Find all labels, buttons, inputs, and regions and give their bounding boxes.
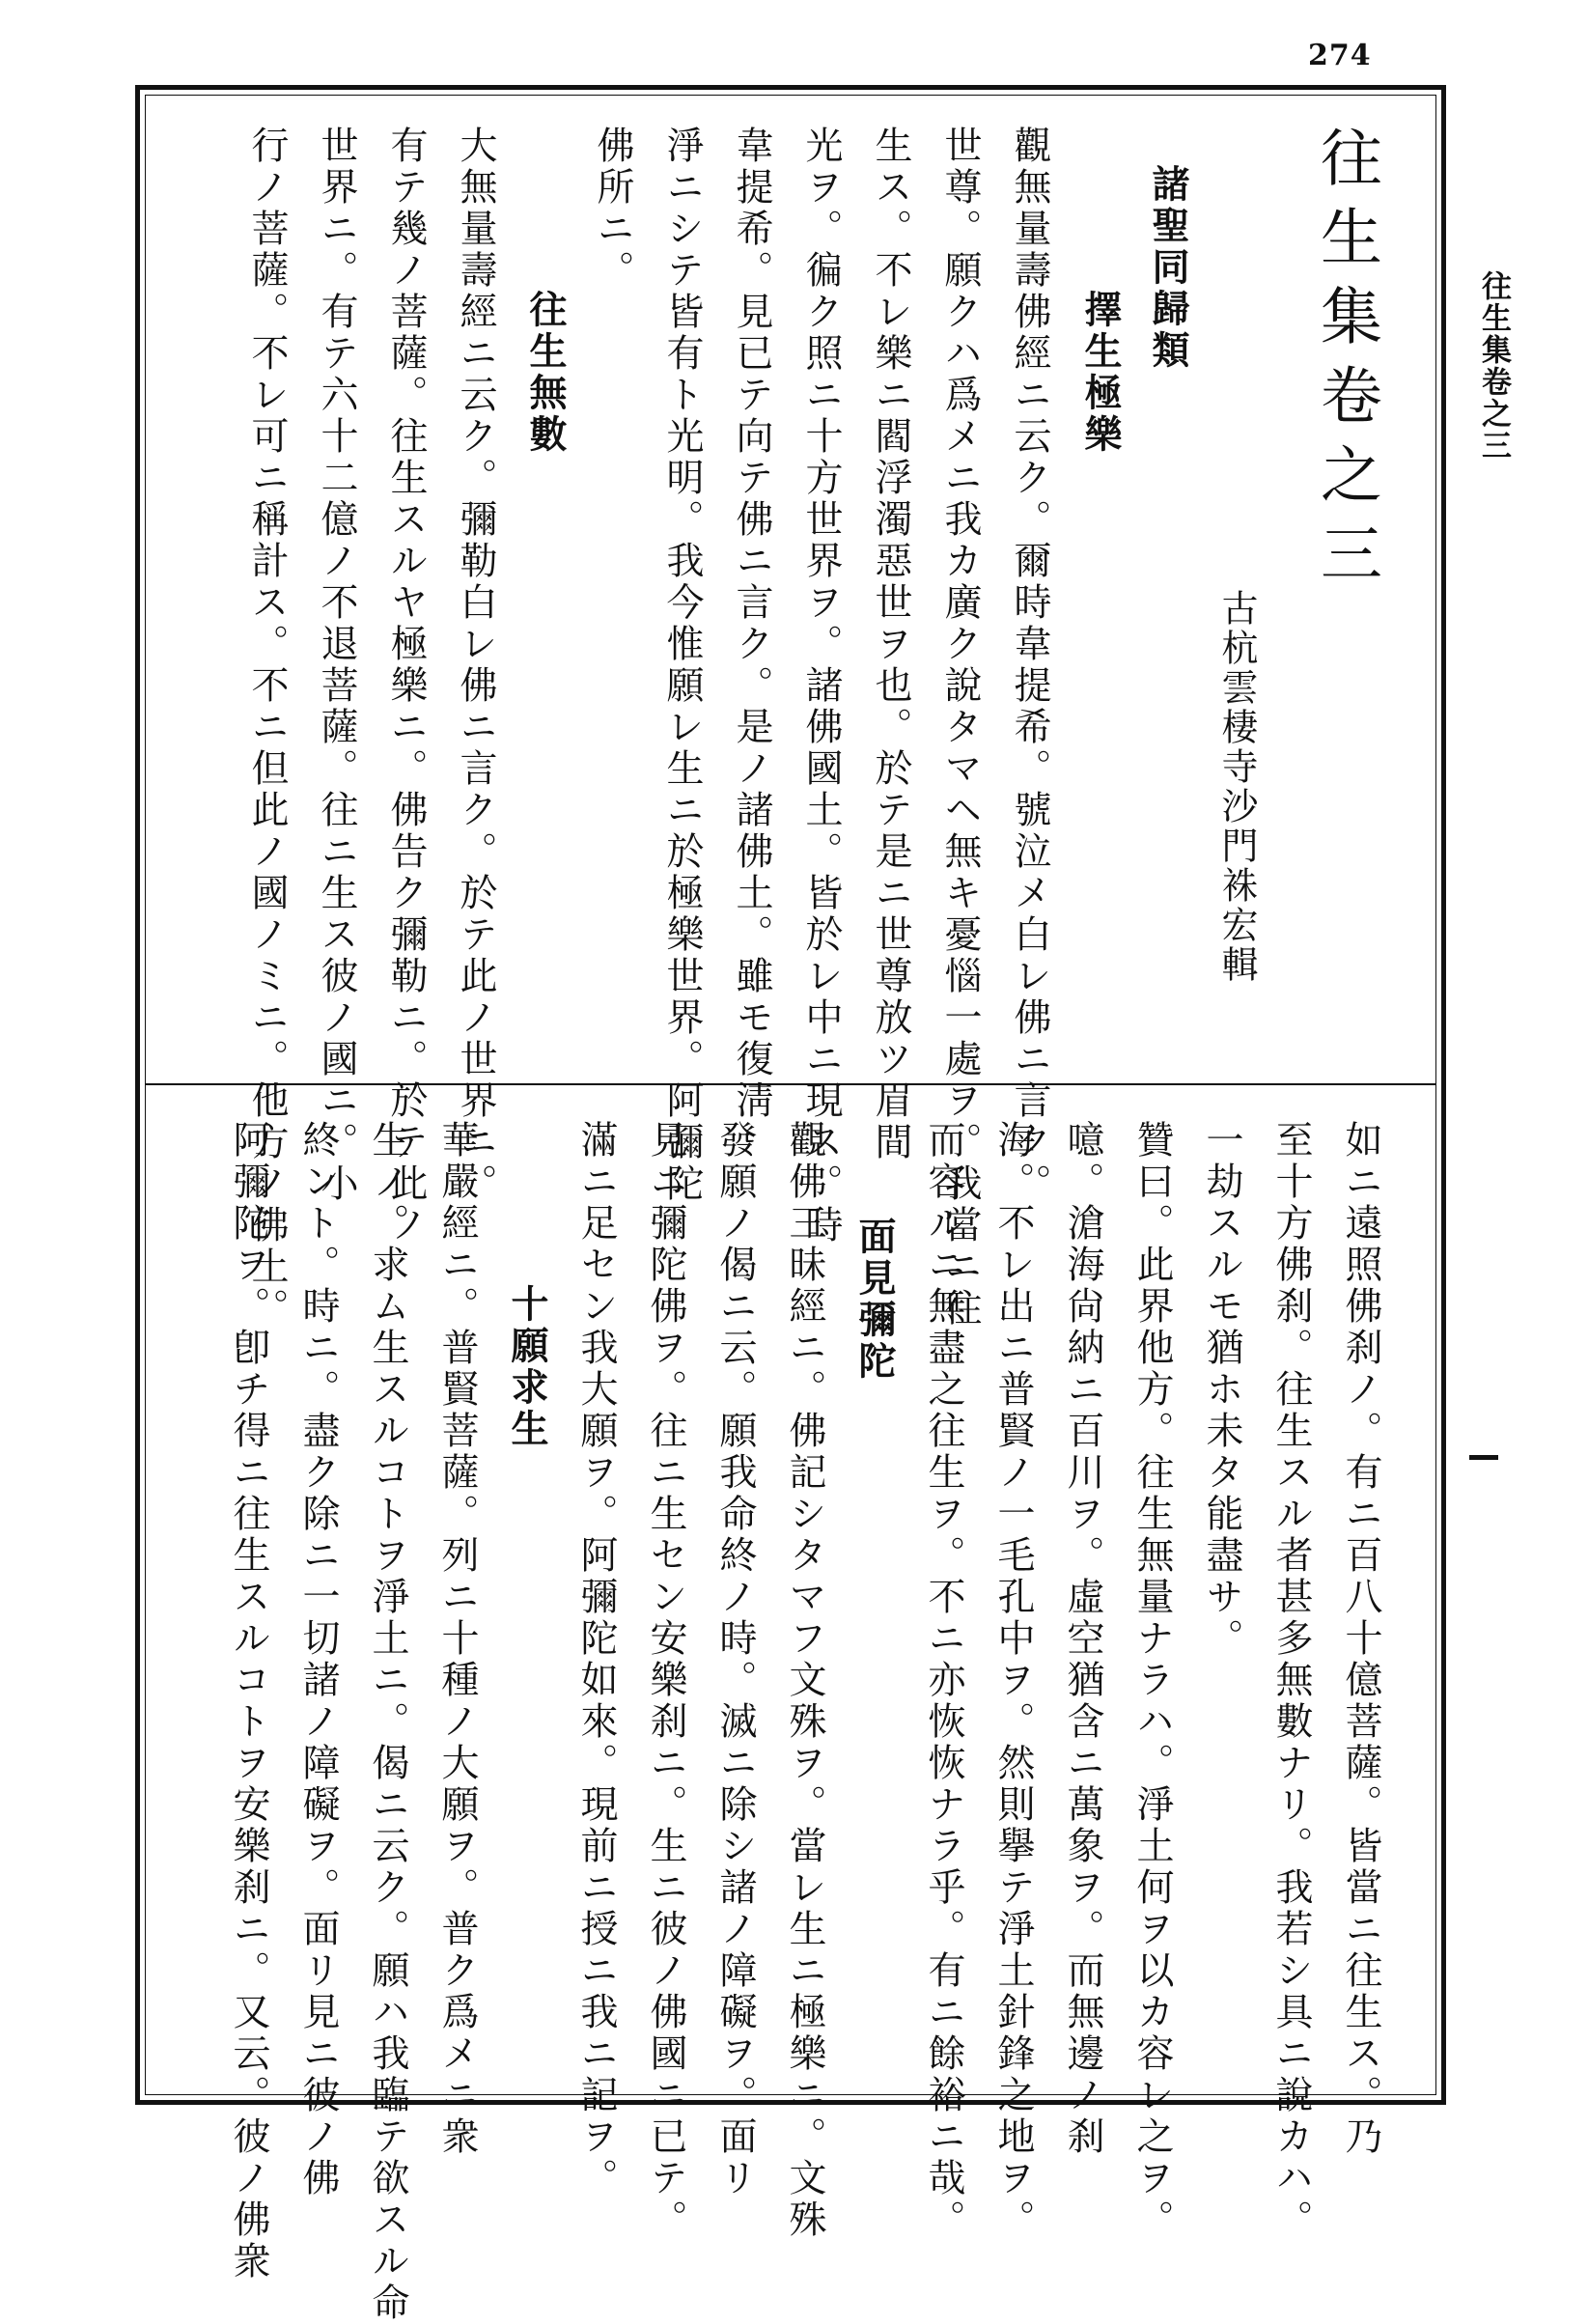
text-column: 有テ幾ノ菩薩。往生スルヤ極樂ニ。佛告ク彌勒ニ。於テ此ノ <box>384 126 428 1246</box>
text-column: 華嚴經ニ。普賢菩薩。列ニ十種ノ大願ヲ。普ク爲メニ衆 <box>435 1120 479 2158</box>
text-column: 大無量壽經ニ云ク。彌勒白レ佛ニ言ク。於テ此ノ世界ニ。 <box>454 126 497 1205</box>
thumb-mark <box>1469 1455 1498 1460</box>
text-column: 觀無量壽佛經ニ云ク。爾時韋提希。號泣メ白レ佛ニ言ク。 <box>1008 126 1051 1205</box>
text-column: 海。不レ出ニ普賢ノ一毛孔中ヲ。然則擧テ淨土針鋒之地ヲ。 <box>991 1120 1035 2241</box>
subsection-heading: 十願求生 <box>505 1284 549 1450</box>
text-column: 見ニ彌陀佛ヲ。往ニ生セン安樂刹ニ。生ニ彼ノ佛國ニ已テ。 <box>644 1120 687 2241</box>
book-title: 往生集卷之三 <box>1310 126 1381 601</box>
running-title: 往生集卷之三 <box>1476 270 1511 462</box>
text-column: 終ント。時ニ。盡ク除ニ一切諸ノ障礙ヲ。面リ見ニ彼ノ佛 <box>296 1120 340 2199</box>
text-column: 阿彌陀ヲ。卽チ得ニ往生スルコトヲ安樂刹ニ。又云。彼ノ佛衆 <box>227 1120 270 2282</box>
subsection-heading: 往生無數 <box>523 290 568 456</box>
text-column: 而容ルニ無盡之往生ヲ。不ニ亦恢恢ナラ乎。有ニ餘裕ニ哉。 <box>922 1120 965 2241</box>
text-column: 至十方佛刹。往生スル者甚多無數ナリ。我若シ具ニ說カハ。 <box>1269 1120 1313 2241</box>
text-column: 生ノ。求ム生スルコトヲ淨土ニ。偈ニ云ク。願ハ我臨テ欲スル命 <box>366 1120 409 2324</box>
subsection-heading: 擇生極樂 <box>1078 290 1123 456</box>
text-column: 滿ニ足セン我大願ヲ。阿彌陀如來。現前ニ授ニ我ニ記ヲ。 <box>574 1120 618 2199</box>
text-column: 光ヲ。徧ク照ニ十方世界ヲ。諸佛國土。皆於レ中ニ現ス。時 <box>799 126 843 1246</box>
text-column: 韋提希。見已テ向テ佛ニ言ク。是ノ諸佛土。雖モ復淸 <box>730 126 773 1122</box>
text-column: 世界ニ。有テ六十二億ノ不退菩薩。往ニ生ス彼ノ國ニ。小 <box>315 126 358 1205</box>
author-line: 古杭雲棲寺沙門袾宏輯 <box>1215 589 1258 985</box>
text-column: 世尊。願クハ爲メニ我カ廣ク說タマヘ無キ憂惱一處ヲ。我當ニ往 <box>938 126 982 1330</box>
text-column: 生ス。不レ樂ニ閻浮濁惡世ヲ也。於テ是ニ世尊放ツ眉間 <box>869 126 912 1163</box>
text-column: 佛所ニ。 <box>591 126 634 292</box>
section-heading: 諸聖同歸類 <box>1146 164 1190 372</box>
subsection-heading: 面見彌陀 <box>852 1217 897 1383</box>
text-column: 噫。滄海尙納ニ百川ヲ。虛空猶含ニ萬象ヲ。而無邊ノ刹 <box>1061 1120 1104 2158</box>
text-column: 淨ニシテ皆有ト光明。我今惟願レ生ニ於極樂世界。阿彌陀 <box>660 126 704 1205</box>
text-column: 行ノ菩薩。不レ可ニ稱計ス。不ニ但此ノ國ノミニ。他方ノ佛土。 <box>245 126 289 1330</box>
page-number: 274 <box>1308 39 1372 72</box>
text-column: 一劫スルモ猶ホ未タ能盡サ。 <box>1200 1120 1243 1660</box>
text-column: 觀佛三昧經ニ。佛記シタマフ文殊ヲ。當レ生ニ極樂ニ。文殊 <box>783 1120 826 2241</box>
text-column: 如ニ遠照佛刹ノ。有ニ百八十億菩薩。皆當ニ往生ス。乃 <box>1339 1120 1382 2158</box>
text-column: 發願ノ偈ニ云。願我命終ノ時。滅ニ除シ諸ノ障礙ヲ。面リ <box>713 1120 757 2199</box>
text-column: 贊曰。此界他方。往生無量ナラハ。淨土何ヲ以カ容レ之ヲ。 <box>1130 1120 1174 2241</box>
